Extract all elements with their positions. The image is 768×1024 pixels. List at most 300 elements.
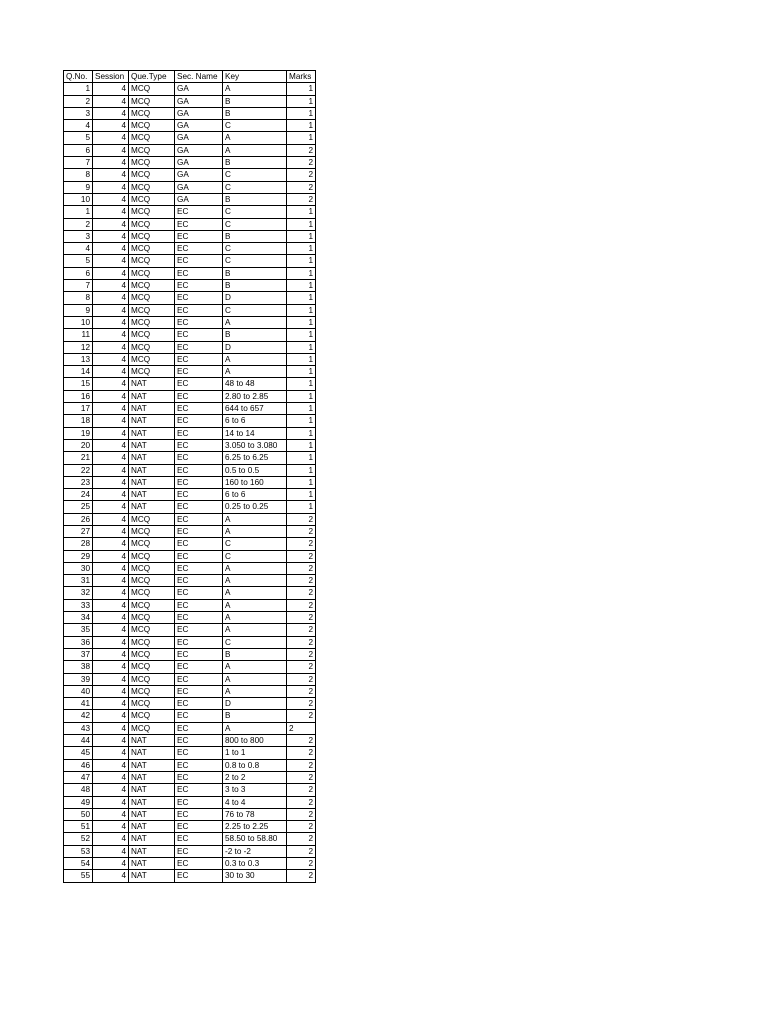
cell-que-type: MCQ	[129, 538, 175, 550]
table-row	[64, 452, 316, 464]
cell-marks: 1	[287, 427, 316, 439]
table-row	[64, 107, 316, 119]
cell-session: 4	[93, 550, 129, 562]
cell-marks: 1	[287, 390, 316, 402]
cell-qno: 35	[64, 624, 93, 636]
table-row	[64, 784, 316, 796]
cell-sec-name: EC	[175, 870, 223, 882]
cell-sec-name: GA	[175, 95, 223, 107]
table-row	[64, 870, 316, 882]
cell-session: 4	[93, 796, 129, 808]
cell-session: 4	[93, 439, 129, 451]
cell-session: 4	[93, 821, 129, 833]
cell-key: 6 to 6	[223, 489, 287, 501]
cell-key: 6 to 6	[223, 415, 287, 427]
cell-sec-name: EC	[175, 710, 223, 722]
cell-key: 76 to 78	[223, 808, 287, 820]
cell-key: 2.25 to 2.25	[223, 821, 287, 833]
cell-key: 4 to 4	[223, 796, 287, 808]
cell-marks: 2	[287, 525, 316, 537]
cell-sec-name: EC	[175, 636, 223, 648]
table-row	[64, 759, 316, 771]
table-row	[64, 489, 316, 501]
cell-que-type: NAT	[129, 476, 175, 488]
table-row	[64, 710, 316, 722]
cell-sec-name: EC	[175, 513, 223, 525]
table-row	[64, 796, 316, 808]
cell-marks: 1	[287, 464, 316, 476]
cell-marks: 2	[287, 599, 316, 611]
header-qno: Q.No.	[64, 71, 93, 83]
table-row	[64, 95, 316, 107]
header-session: Session	[93, 71, 129, 83]
cell-marks: 2	[287, 858, 316, 870]
cell-que-type: NAT	[129, 833, 175, 845]
cell-key: 6.25 to 6.25	[223, 452, 287, 464]
cell-sec-name: EC	[175, 280, 223, 292]
cell-que-type: MCQ	[129, 366, 175, 378]
table-row	[64, 427, 316, 439]
cell-sec-name: EC	[175, 403, 223, 415]
cell-qno: 55	[64, 870, 93, 882]
cell-qno: 8	[64, 292, 93, 304]
cell-marks: 1	[287, 316, 316, 328]
cell-marks: 2	[287, 698, 316, 710]
cell-marks: 2	[287, 661, 316, 673]
cell-key: B	[223, 267, 287, 279]
table-row	[64, 612, 316, 624]
cell-qno: 13	[64, 353, 93, 365]
cell-key: 14 to 14	[223, 427, 287, 439]
cell-qno: 1	[64, 206, 93, 218]
cell-marks: 2	[287, 796, 316, 808]
cell-session: 4	[93, 870, 129, 882]
cell-key: A	[223, 661, 287, 673]
cell-marks: 2	[287, 722, 316, 734]
table-row	[64, 587, 316, 599]
cell-que-type: MCQ	[129, 280, 175, 292]
table-row	[64, 525, 316, 537]
cell-key: B	[223, 648, 287, 660]
cell-sec-name: EC	[175, 550, 223, 562]
table-row	[64, 821, 316, 833]
cell-key: C	[223, 181, 287, 193]
cell-marks: 2	[287, 833, 316, 845]
table-row	[64, 390, 316, 402]
cell-marks: 1	[287, 476, 316, 488]
cell-qno: 9	[64, 181, 93, 193]
cell-key: A	[223, 525, 287, 537]
cell-session: 4	[93, 513, 129, 525]
table-row	[64, 501, 316, 513]
cell-key: A	[223, 722, 287, 734]
cell-marks: 2	[287, 193, 316, 205]
cell-session: 4	[93, 304, 129, 316]
table-row	[64, 280, 316, 292]
cell-session: 4	[93, 378, 129, 390]
cell-key: 0.25 to 0.25	[223, 501, 287, 513]
cell-sec-name: EC	[175, 292, 223, 304]
cell-qno: 9	[64, 304, 93, 316]
cell-qno: 39	[64, 673, 93, 685]
cell-session: 4	[93, 808, 129, 820]
cell-key: 160 to 160	[223, 476, 287, 488]
cell-qno: 12	[64, 341, 93, 353]
cell-sec-name: EC	[175, 624, 223, 636]
cell-sec-name: EC	[175, 661, 223, 673]
cell-sec-name: EC	[175, 771, 223, 783]
cell-que-type: NAT	[129, 427, 175, 439]
cell-marks: 1	[287, 439, 316, 451]
cell-marks: 2	[287, 648, 316, 660]
cell-session: 4	[93, 759, 129, 771]
cell-session: 4	[93, 316, 129, 328]
cell-marks: 1	[287, 230, 316, 242]
cell-key: A	[223, 612, 287, 624]
cell-qno: 54	[64, 858, 93, 870]
cell-que-type: MCQ	[129, 157, 175, 169]
cell-que-type: MCQ	[129, 243, 175, 255]
cell-qno: 25	[64, 501, 93, 513]
cell-marks: 1	[287, 403, 316, 415]
cell-marks: 1	[287, 292, 316, 304]
table-row	[64, 157, 316, 169]
cell-marks: 2	[287, 562, 316, 574]
cell-session: 4	[93, 206, 129, 218]
table-row	[64, 316, 316, 328]
cell-marks: 1	[287, 341, 316, 353]
cell-que-type: NAT	[129, 415, 175, 427]
cell-qno: 29	[64, 550, 93, 562]
cell-qno: 17	[64, 403, 93, 415]
cell-session: 4	[93, 292, 129, 304]
table-row	[64, 206, 316, 218]
cell-session: 4	[93, 280, 129, 292]
cell-sec-name: EC	[175, 796, 223, 808]
table-body	[64, 83, 316, 882]
cell-sec-name: EC	[175, 685, 223, 697]
table-row	[64, 673, 316, 685]
cell-session: 4	[93, 366, 129, 378]
cell-session: 4	[93, 784, 129, 796]
cell-sec-name: EC	[175, 587, 223, 599]
header-marks: Marks	[287, 71, 316, 83]
cell-session: 4	[93, 181, 129, 193]
cell-que-type: NAT	[129, 439, 175, 451]
cell-session: 4	[93, 685, 129, 697]
cell-marks: 2	[287, 759, 316, 771]
cell-key: 30 to 30	[223, 870, 287, 882]
cell-key: -2 to -2	[223, 845, 287, 857]
cell-key: 644 to 657	[223, 403, 287, 415]
cell-key: C	[223, 255, 287, 267]
cell-qno: 7	[64, 280, 93, 292]
cell-qno: 47	[64, 771, 93, 783]
cell-key: C	[223, 550, 287, 562]
answer-key-table	[63, 70, 316, 883]
table-row	[64, 636, 316, 648]
cell-session: 4	[93, 144, 129, 156]
cell-session: 4	[93, 193, 129, 205]
cell-key: A	[223, 132, 287, 144]
table-row	[64, 169, 316, 181]
cell-marks: 2	[287, 181, 316, 193]
cell-key: C	[223, 304, 287, 316]
cell-que-type: MCQ	[129, 710, 175, 722]
table-row	[64, 267, 316, 279]
cell-session: 4	[93, 673, 129, 685]
cell-que-type: MCQ	[129, 267, 175, 279]
cell-key: A	[223, 353, 287, 365]
cell-que-type: MCQ	[129, 132, 175, 144]
cell-sec-name: GA	[175, 193, 223, 205]
cell-marks: 2	[287, 513, 316, 525]
cell-qno: 8	[64, 169, 93, 181]
cell-que-type: MCQ	[129, 636, 175, 648]
cell-key: B	[223, 280, 287, 292]
cell-session: 4	[93, 587, 129, 599]
cell-session: 4	[93, 599, 129, 611]
cell-sec-name: EC	[175, 858, 223, 870]
cell-marks: 2	[287, 624, 316, 636]
cell-qno: 5	[64, 132, 93, 144]
cell-qno: 38	[64, 661, 93, 673]
cell-key: 1 to 1	[223, 747, 287, 759]
cell-key: B	[223, 710, 287, 722]
header-row	[64, 71, 316, 83]
table-row	[64, 833, 316, 845]
cell-que-type: NAT	[129, 808, 175, 820]
cell-que-type: MCQ	[129, 206, 175, 218]
cell-qno: 50	[64, 808, 93, 820]
cell-que-type: MCQ	[129, 648, 175, 660]
cell-que-type: MCQ	[129, 599, 175, 611]
cell-que-type: NAT	[129, 858, 175, 870]
cell-marks: 2	[287, 157, 316, 169]
cell-que-type: MCQ	[129, 144, 175, 156]
cell-marks: 2	[287, 612, 316, 624]
cell-session: 4	[93, 267, 129, 279]
table-row	[64, 243, 316, 255]
cell-session: 4	[93, 747, 129, 759]
cell-sec-name: GA	[175, 107, 223, 119]
cell-que-type: MCQ	[129, 341, 175, 353]
table-row	[64, 722, 316, 734]
cell-sec-name: EC	[175, 206, 223, 218]
cell-que-type: NAT	[129, 821, 175, 833]
cell-que-type: NAT	[129, 759, 175, 771]
cell-qno: 4	[64, 120, 93, 132]
cell-que-type: MCQ	[129, 562, 175, 574]
table-row	[64, 341, 316, 353]
cell-key: D	[223, 292, 287, 304]
cell-key: 3.050 to 3.080	[223, 439, 287, 451]
cell-session: 4	[93, 476, 129, 488]
cell-que-type: MCQ	[129, 304, 175, 316]
cell-session: 4	[93, 452, 129, 464]
cell-session: 4	[93, 648, 129, 660]
cell-marks: 2	[287, 144, 316, 156]
table-row	[64, 132, 316, 144]
table-row	[64, 255, 316, 267]
cell-sec-name: EC	[175, 476, 223, 488]
cell-session: 4	[93, 722, 129, 734]
table-row	[64, 476, 316, 488]
cell-sec-name: EC	[175, 833, 223, 845]
cell-sec-name: EC	[175, 427, 223, 439]
table-row	[64, 353, 316, 365]
cell-session: 4	[93, 390, 129, 402]
cell-qno: 7	[64, 157, 93, 169]
cell-sec-name: EC	[175, 316, 223, 328]
cell-que-type: NAT	[129, 403, 175, 415]
cell-marks: 1	[287, 366, 316, 378]
cell-que-type: MCQ	[129, 698, 175, 710]
cell-sec-name: GA	[175, 157, 223, 169]
cell-que-type: NAT	[129, 452, 175, 464]
cell-qno: 16	[64, 390, 93, 402]
cell-qno: 10	[64, 193, 93, 205]
table-row	[64, 513, 316, 525]
cell-sec-name: EC	[175, 452, 223, 464]
cell-marks: 2	[287, 575, 316, 587]
cell-qno: 2	[64, 218, 93, 230]
table-row	[64, 415, 316, 427]
cell-session: 4	[93, 95, 129, 107]
cell-que-type: MCQ	[129, 181, 175, 193]
cell-session: 4	[93, 735, 129, 747]
cell-key: A	[223, 513, 287, 525]
cell-key: D	[223, 698, 287, 710]
cell-marks: 2	[287, 587, 316, 599]
cell-qno: 5	[64, 255, 93, 267]
cell-key: C	[223, 169, 287, 181]
cell-que-type: NAT	[129, 735, 175, 747]
cell-marks: 1	[287, 501, 316, 513]
cell-qno: 11	[64, 329, 93, 341]
table-row	[64, 538, 316, 550]
cell-qno: 22	[64, 464, 93, 476]
cell-key: 0.8 to 0.8	[223, 759, 287, 771]
cell-key: B	[223, 329, 287, 341]
cell-session: 4	[93, 833, 129, 845]
cell-session: 4	[93, 329, 129, 341]
cell-qno: 42	[64, 710, 93, 722]
cell-session: 4	[93, 771, 129, 783]
cell-qno: 19	[64, 427, 93, 439]
cell-marks: 1	[287, 83, 316, 95]
cell-session: 4	[93, 230, 129, 242]
cell-qno: 3	[64, 107, 93, 119]
cell-key: A	[223, 599, 287, 611]
cell-qno: 43	[64, 722, 93, 734]
cell-sec-name: EC	[175, 612, 223, 624]
table-row	[64, 858, 316, 870]
cell-marks: 2	[287, 870, 316, 882]
table-row	[64, 292, 316, 304]
table-row	[64, 698, 316, 710]
cell-key: B	[223, 107, 287, 119]
cell-marks: 1	[287, 304, 316, 316]
cell-session: 4	[93, 157, 129, 169]
cell-marks: 2	[287, 821, 316, 833]
cell-sec-name: EC	[175, 439, 223, 451]
cell-sec-name: EC	[175, 267, 223, 279]
cell-session: 4	[93, 858, 129, 870]
cell-key: 2 to 2	[223, 771, 287, 783]
cell-sec-name: EC	[175, 784, 223, 796]
cell-sec-name: EC	[175, 562, 223, 574]
cell-sec-name: EC	[175, 845, 223, 857]
cell-key: A	[223, 587, 287, 599]
cell-key: 800 to 800	[223, 735, 287, 747]
cell-session: 4	[93, 624, 129, 636]
cell-qno: 6	[64, 267, 93, 279]
table-row	[64, 661, 316, 673]
cell-session: 4	[93, 501, 129, 513]
cell-key: D	[223, 341, 287, 353]
cell-sec-name: EC	[175, 575, 223, 587]
table-row	[64, 181, 316, 193]
cell-qno: 49	[64, 796, 93, 808]
cell-sec-name: GA	[175, 83, 223, 95]
cell-qno: 36	[64, 636, 93, 648]
cell-key: A	[223, 673, 287, 685]
cell-qno: 27	[64, 525, 93, 537]
cell-que-type: MCQ	[129, 513, 175, 525]
cell-sec-name: EC	[175, 808, 223, 820]
cell-marks: 1	[287, 329, 316, 341]
cell-que-type: MCQ	[129, 292, 175, 304]
cell-sec-name: EC	[175, 599, 223, 611]
cell-que-type: MCQ	[129, 550, 175, 562]
cell-sec-name: GA	[175, 120, 223, 132]
cell-que-type: NAT	[129, 784, 175, 796]
cell-que-type: MCQ	[129, 218, 175, 230]
cell-session: 4	[93, 575, 129, 587]
cell-sec-name: EC	[175, 759, 223, 771]
cell-sec-name: EC	[175, 735, 223, 747]
cell-marks: 2	[287, 636, 316, 648]
cell-que-type: MCQ	[129, 120, 175, 132]
cell-qno: 15	[64, 378, 93, 390]
cell-que-type: MCQ	[129, 685, 175, 697]
cell-qno: 45	[64, 747, 93, 759]
cell-marks: 1	[287, 378, 316, 390]
cell-session: 4	[93, 341, 129, 353]
header-que-type: Que.Type	[129, 71, 175, 83]
cell-key: A	[223, 366, 287, 378]
cell-marks: 1	[287, 489, 316, 501]
cell-marks: 1	[287, 255, 316, 267]
cell-session: 4	[93, 218, 129, 230]
cell-que-type: NAT	[129, 870, 175, 882]
cell-que-type: MCQ	[129, 353, 175, 365]
cell-session: 4	[93, 403, 129, 415]
cell-key: C	[223, 538, 287, 550]
cell-key: B	[223, 157, 287, 169]
cell-sec-name: EC	[175, 489, 223, 501]
cell-key: 58.50 to 58.80	[223, 833, 287, 845]
cell-key: 48 to 48	[223, 378, 287, 390]
cell-session: 4	[93, 661, 129, 673]
cell-que-type: NAT	[129, 501, 175, 513]
cell-marks: 2	[287, 673, 316, 685]
cell-marks: 1	[287, 243, 316, 255]
table-row	[64, 144, 316, 156]
cell-sec-name: EC	[175, 378, 223, 390]
cell-sec-name: GA	[175, 169, 223, 181]
